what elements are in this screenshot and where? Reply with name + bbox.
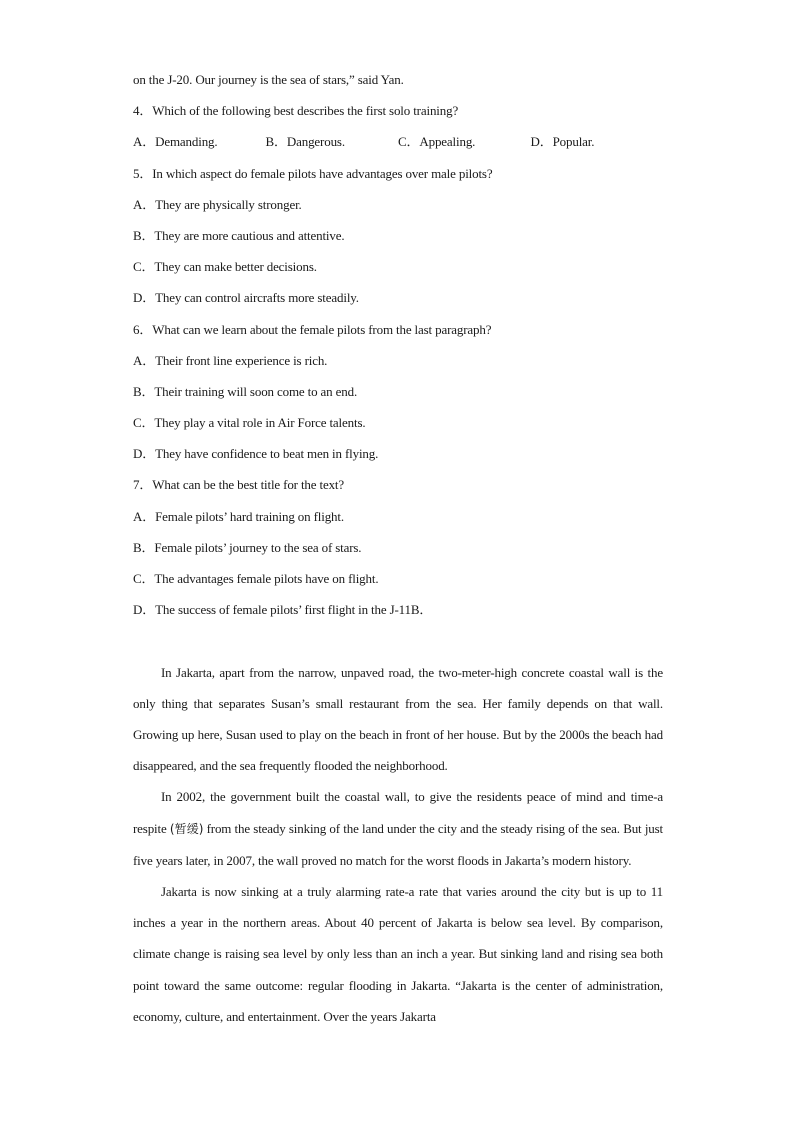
passage-paragraph-3: Jakarta is now sinking at a truly alarming rate-a rate that varies around the city but is up to 11 inches a year in the northern areas. About 40 percent of Jakarta is below sea level. By comparison, climate change is raising sea level by only less than an inch a year. But sinking land and rising sea both point toward the same outcome: regular flooding in Jakarta. “Jakarta is the center of administration, economy, culture, and entertainment. Over the years Jakarta	[133, 883, 663, 1024]
intro-line: on the J-20. Our journey is the sea of stars,” said Yan.	[133, 72, 404, 87]
question-4-option-b: B．Dangerous.	[265, 134, 345, 150]
question-5-stem: 5．In which aspect do female pilots have advantages over male pilots?	[133, 165, 493, 181]
question-5-option-b: B．They are more cautious and attentive.	[133, 227, 345, 243]
question-7-option-b: B．Female pilots’ journey to the sea of stars.	[133, 539, 362, 555]
question-4-option-c: C．Appealing.	[398, 134, 476, 150]
passage-paragraph-2-text-a: In 2002, the government built the coastal wall, to give the residents peace of mind and time-a respite	[133, 789, 663, 836]
question-4-options	[133, 126, 663, 157]
question-6-stem: 6．What can we learn about the female pilots from the last paragraph?	[133, 321, 492, 337]
passage-paragraph-2	[133, 781, 663, 876]
passage-paragraph-2-text-b: from the steady sinking of the land under the city and the steady rising of the sea. But just five years later, in 2007, the wall proved no match for the worst floods in Jakarta’s modern history.	[133, 820, 664, 868]
question-4-stem: 4．Which of the following best describes the first solo training?	[133, 103, 459, 119]
question-5-option-a: A．They are physically stronger.	[133, 196, 302, 212]
question-7-option-d: D．The success of female pilots’ first flight in the J-11B．	[133, 602, 433, 618]
question-5-option-d: D．They can control aircrafts more steadily.	[133, 290, 359, 306]
question-7-stem: 7．What can be the best title for the text?	[133, 477, 345, 493]
question-6-option-c: C．They play a vital role in Air Force talents.	[133, 415, 366, 431]
chinese-gloss: (暂缓)	[169, 821, 204, 836]
question-5-option-c: C．They can make better decisions.	[133, 259, 317, 275]
question-4-option-d: D．Popular.	[530, 134, 595, 150]
question-4-option-a: A．Demanding.	[133, 134, 218, 150]
passage-paragraph-1: In Jakarta, apart from the narrow, unpaved road, the two-meter-high concrete coastal wall is the only thing that separates Susan’s small restaurant from the sea. Her family depends on that wall. Growing up here, Susan used to play on the beach in front of her house. But by the 2000s the beach had disappeared, and the sea frequently flooded the neighborhood.	[133, 664, 663, 774]
question-7-option-a: A．Female pilots’ hard training on flight.	[133, 508, 344, 524]
section-gap	[133, 625, 663, 656]
question-6-option-a: A．Their front line experience is rich.	[133, 352, 328, 368]
question-6-option-b: B．Their training will soon come to an end.	[133, 383, 358, 399]
question-6-option-d: D．They have confidence to beat men in flying.	[133, 446, 379, 462]
question-7-option-c: C．The advantages female pilots have on flight.	[133, 571, 379, 586]
document-page	[133, 64, 663, 1032]
